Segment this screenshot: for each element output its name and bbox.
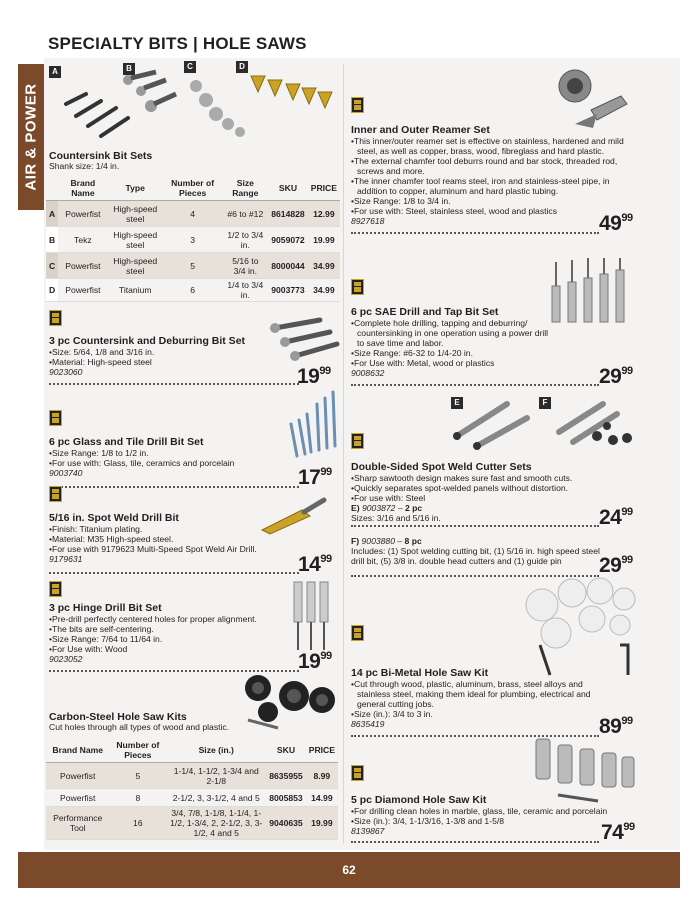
- table-cell: Powerfist: [46, 789, 109, 807]
- price-leader: [351, 232, 599, 234]
- table-header: Brand Name: [58, 176, 107, 201]
- product-bullet: • The external chamfer tool deburrs round and bar stock, threaded rod, screws and more.: [351, 156, 639, 176]
- variant-e-label: E): [351, 503, 360, 513]
- section-tab: [18, 64, 44, 210]
- price-cents: 99: [621, 715, 633, 727]
- product-bullet: • The bits are self-centering.: [49, 624, 294, 634]
- product-bullet: • Finish: Titanium plating.: [49, 524, 309, 534]
- table-cell: 9003773: [268, 279, 307, 302]
- product-bullet: • Size (in.): 3/4, 1-1/3/16, 1-3/8 and 1-5/8: [351, 816, 641, 826]
- price: [297, 365, 331, 389]
- price-cents: 99: [621, 554, 633, 566]
- page-footer: [18, 852, 680, 888]
- price-cents: 99: [621, 212, 633, 224]
- table-cell: 1/4 to 3/4 in.: [222, 279, 268, 302]
- bimetal-hole-saw-image: [520, 575, 645, 680]
- table-cell: 3/4, 7/8, 1-1/8, 1-1/4, 1-1/2, 1-3/4, 2, 2-1/2, 3, 3-1/2, 4 and 5: [166, 807, 266, 840]
- product-bullet: • The inner chamfer tool reams steel, iron and stainless-steel pipe, in addition to copper, aluminum and hard plastic tubing.: [351, 176, 639, 196]
- table-cell: 19.99: [308, 227, 340, 253]
- price-whole: 24: [599, 506, 622, 529]
- product-sku: 8139867: [351, 826, 385, 836]
- product-sku: 8635419: [351, 719, 385, 729]
- price-cents: 99: [623, 821, 635, 833]
- price-whole: 19: [297, 365, 320, 388]
- product-bullet: • Quickly separates spot-welded panels without distortion.: [351, 483, 641, 493]
- variant-e: [351, 503, 641, 513]
- table-cell: High-speed steel: [108, 201, 163, 227]
- product-title: Double-Sided Spot Weld Cutter Sets: [351, 461, 532, 473]
- table-cell: 1/2 to 3/4 in.: [222, 227, 268, 253]
- image-letter-b: B: [123, 63, 135, 75]
- variant-f-includes: Includes: (1) Spot welding cutting bit, (1) 5/16 in. high speed steel drill bit, (5) 3/8 in. double head cutters and (1) guide pin: [351, 546, 600, 567]
- product-bullet: • For Use with: Wood: [49, 644, 294, 654]
- price-leader: [351, 384, 599, 386]
- carbon-table: [46, 738, 338, 840]
- product-bullet: • For use with: Steel, stainless steel, wood and plastics: [351, 206, 639, 216]
- carbon-hole-saw-image: [238, 670, 338, 730]
- table-cell: 16: [109, 807, 166, 840]
- table-cell: 5: [163, 253, 223, 279]
- price: [599, 365, 633, 389]
- product-spot-weld-cutter: [351, 461, 641, 523]
- table-header: Type: [108, 176, 163, 201]
- powerfist-logo-icon: [49, 310, 62, 326]
- table-cell: 8005853: [266, 789, 305, 807]
- product-title: 6 pc Glass and Tile Drill Bit Set: [49, 436, 204, 448]
- variant-separator: –: [397, 503, 403, 513]
- product-sku: 9003740: [49, 468, 83, 478]
- carbon-subtitle: Cut holes through all types of wood and plastic.: [49, 722, 230, 732]
- table-cell: High-speed steel: [108, 227, 163, 253]
- page-title: SPECIALTY BITS | HOLE SAWS: [48, 34, 307, 53]
- variant-e-pieces: 2 pc: [405, 503, 423, 513]
- table-cell: 2-1/2, 3, 3-1/2, 4 and 5: [166, 789, 266, 807]
- table-cell: 1-1/4, 1-1/2, 1-3/4 and 2-1/8: [166, 763, 266, 789]
- image-letter-e: E: [451, 397, 463, 409]
- image-letter-c: C: [184, 61, 196, 73]
- table-cell: Powerfist: [58, 279, 107, 302]
- table-row: [46, 279, 340, 302]
- product-bullet: • Material: High-speed steel: [49, 357, 289, 367]
- table-row: [46, 789, 338, 807]
- table-cell: 12.99: [308, 201, 340, 227]
- powerfist-logo-icon: [49, 410, 62, 426]
- countersink-shank: Shank size: 1/4 in.: [49, 161, 120, 171]
- price-whole: 17: [298, 466, 321, 489]
- product-sku: 8927618: [351, 216, 385, 226]
- product-bullet: • Material: M35 High-speed steel.: [49, 534, 309, 544]
- table-cell: Performance Tool: [46, 807, 109, 840]
- table-header: Brand Name: [46, 738, 109, 763]
- price-leader: [49, 383, 299, 385]
- product-bullet: • For use with: Steel: [351, 493, 641, 503]
- table-header: Size (in.): [166, 738, 266, 763]
- variant-separator: –: [397, 536, 403, 546]
- powerfist-logo-icon: [49, 581, 62, 597]
- table-cell: 8.99: [306, 763, 338, 789]
- price-whole: 49: [599, 212, 622, 235]
- table-cell: 9059072: [268, 227, 307, 253]
- table-header: [46, 176, 58, 201]
- product-glass-tile: [49, 436, 299, 478]
- table-cell: Titanium: [108, 279, 163, 302]
- price-cents: 99: [320, 466, 332, 478]
- powerfist-logo-icon: [351, 765, 364, 781]
- hinge-bits-image: [292, 580, 332, 655]
- table-cell: 14.99: [306, 789, 338, 807]
- price-whole: 74: [601, 821, 624, 844]
- table-header: SKU: [268, 176, 307, 201]
- price-leader: [49, 572, 299, 574]
- table-cell: 4: [163, 201, 223, 227]
- product-sku: 9179631: [49, 554, 83, 564]
- table-cell: 8635955: [266, 763, 305, 789]
- table-cell: 8614828: [268, 201, 307, 227]
- table-cell: 5: [109, 763, 166, 789]
- variant-f-sku: 9003880: [361, 536, 395, 546]
- column-divider: [343, 64, 344, 844]
- product-title: 5/16 in. Spot Weld Drill Bit: [49, 512, 179, 524]
- variant-f: [351, 536, 601, 546]
- product-bullet: • Size (in.): 3/4 to 3 in.: [351, 709, 591, 719]
- price-whole: 14: [298, 553, 321, 576]
- countersink-bits-image: [46, 66, 336, 146]
- table-row: [46, 201, 340, 227]
- table-cell: 9040635: [266, 807, 305, 840]
- table-cell: 6: [163, 279, 223, 302]
- table-cell: 19.99: [306, 807, 338, 840]
- table-cell: C: [46, 253, 58, 279]
- table-cell: 34.99: [308, 253, 340, 279]
- table-header: Number of Pieces: [109, 738, 166, 763]
- product-hinge-drill: [49, 602, 294, 664]
- powerfist-logo-icon: [49, 486, 62, 502]
- table-cell: Powerfist: [46, 763, 109, 789]
- image-letter-a: A: [49, 66, 61, 78]
- price-whole: 89: [599, 715, 622, 738]
- drill-tap-bits-image: [548, 256, 638, 326]
- price-cents: 99: [319, 365, 331, 377]
- price-cents: 99: [621, 365, 633, 377]
- table-header: SKU: [266, 738, 305, 763]
- price-leader: [49, 486, 299, 488]
- carbon-title: Carbon-Steel Hole Saw Kits: [49, 711, 187, 723]
- variant-f-label: F): [351, 536, 360, 546]
- table-cell: 3: [163, 227, 223, 253]
- product-bullet: • For drilling clean holes in marble, glass, tile, ceramic and porcelain: [351, 806, 641, 816]
- product-title: Inner and Outer Reamer Set: [351, 124, 490, 136]
- product-bullet: • Size Range: 1/8 to 1/2 in.: [49, 448, 299, 458]
- product-bullet: • Size Range: 1/8 to 3/4 in.: [351, 196, 639, 206]
- table-cell: Powerfist: [58, 201, 107, 227]
- table-cell: Powerfist: [58, 253, 107, 279]
- product-title: 14 pc Bi-Metal Hole Saw Kit: [351, 667, 489, 679]
- product-bullet: • Size Range: #6-32 to 1/4-20 in.: [351, 348, 551, 358]
- table-cell: 34.99: [308, 279, 340, 302]
- product-diamond-hole-saw: [351, 794, 641, 836]
- product-title: 6 pc SAE Drill and Tap Bit Set: [351, 306, 499, 318]
- variant-f-block: [351, 536, 601, 567]
- powerfist-logo-icon: [351, 625, 364, 641]
- table-cell: High-speed steel: [108, 253, 163, 279]
- price: [298, 553, 332, 577]
- table-row: [46, 807, 338, 840]
- section-tab-label: AIR & POWER: [22, 83, 40, 191]
- product-bullet: • Sharp sawtooth design makes sure fast and smooth cuts.: [351, 473, 641, 483]
- table-header: PRICE: [308, 176, 340, 201]
- table-cell: 5/16 to 3/4 in.: [222, 253, 268, 279]
- product-reamer: [351, 124, 639, 226]
- price: [298, 466, 332, 490]
- price-cents: 99: [621, 506, 633, 518]
- product-title: 3 pc Countersink and Deburring Bit Set: [49, 335, 246, 347]
- product-spot-weld-drill: [49, 512, 309, 564]
- price: [601, 821, 635, 845]
- product-bullet: • For Use with: Metal, wood or plastics: [351, 358, 551, 368]
- product-sku: 9023060: [49, 367, 83, 377]
- table-header: Size Range: [222, 176, 268, 201]
- price-leader: [351, 841, 599, 843]
- powerfist-logo-icon: [351, 279, 364, 295]
- table-header: PRICE: [306, 738, 338, 763]
- variant-f-pieces: 8 pc: [404, 536, 422, 546]
- price-leader: [351, 525, 599, 527]
- spot-weld-cutter-image: [447, 396, 637, 451]
- image-letter-d: D: [236, 61, 248, 73]
- price-whole: 29: [599, 365, 622, 388]
- product-bullet: • Size Range: 7/64 to 11/64 in.: [49, 634, 294, 644]
- powerfist-logo-icon: [351, 433, 364, 449]
- product-bullet: • For use with: Glass, tile, ceramics and porcelain: [49, 458, 299, 468]
- table-header-row: [46, 738, 338, 763]
- product-bullet: • Complete hole drilling, tapping and deburring/ countersinking in one operation using a power drill to save time and labor.: [351, 318, 551, 348]
- product-bullet: • Size: 5/64, 1/8 and 3/16 in.: [49, 347, 289, 357]
- price-cents: 99: [320, 650, 332, 662]
- table-header: Number of Pieces: [163, 176, 223, 201]
- product-sku: 9008632: [351, 368, 385, 378]
- table-cell: #6 to #12: [222, 201, 268, 227]
- countersink-table: [46, 176, 340, 302]
- table-row: [46, 253, 340, 279]
- product-bullet: • Pre-drill perfectly centered holes for proper alignment.: [49, 614, 294, 624]
- product-bimetal-hole-saw: [351, 667, 591, 729]
- price-whole: 29: [599, 554, 622, 577]
- product-drill-tap: [351, 306, 551, 378]
- product-bullet: • For use with 9179623 Multi-Speed Spot Weld Air Drill.: [49, 544, 309, 554]
- table-cell: 8: [109, 789, 166, 807]
- price: [599, 506, 633, 530]
- table-row: [46, 763, 338, 789]
- powerfist-logo-icon: [351, 97, 364, 113]
- product-title: 5 pc Diamond Hole Saw Kit: [351, 794, 487, 806]
- page-number: 62: [342, 863, 356, 877]
- price: [599, 212, 633, 236]
- product-bullet: • This inner/outer reamer set is effective on stainless, hardened and mild steel, as well as copper, brass, wood, fibreglass and hard plastic.: [351, 136, 639, 156]
- table-cell: B: [46, 227, 58, 253]
- price-whole: 19: [298, 650, 321, 673]
- countersink-title: Countersink Bit Sets: [49, 150, 153, 162]
- table-cell: Tekz: [58, 227, 107, 253]
- product-bullet: • Cut through wood, plastic, aluminum, brass, steel alloys and stainless steel, making them ideal for plumbing, electrical and general cutting jobs.: [351, 679, 591, 709]
- table-header-row: [46, 176, 340, 201]
- variant-e-sku: 9003872: [361, 503, 396, 513]
- variant-e-sizes: Sizes: 3/16 and 5/16 in.: [351, 513, 441, 524]
- price-cents: 99: [320, 553, 332, 565]
- product-title: 3 pc Hinge Drill Bit Set: [49, 602, 162, 614]
- image-letter-f: F: [539, 397, 551, 409]
- product-countersink-deburring: [49, 335, 289, 377]
- table-row: [46, 227, 340, 253]
- product-sku: 9023052: [49, 654, 83, 664]
- table-cell: A: [46, 201, 58, 227]
- table-cell: D: [46, 279, 58, 302]
- table-cell: 8000044: [268, 253, 307, 279]
